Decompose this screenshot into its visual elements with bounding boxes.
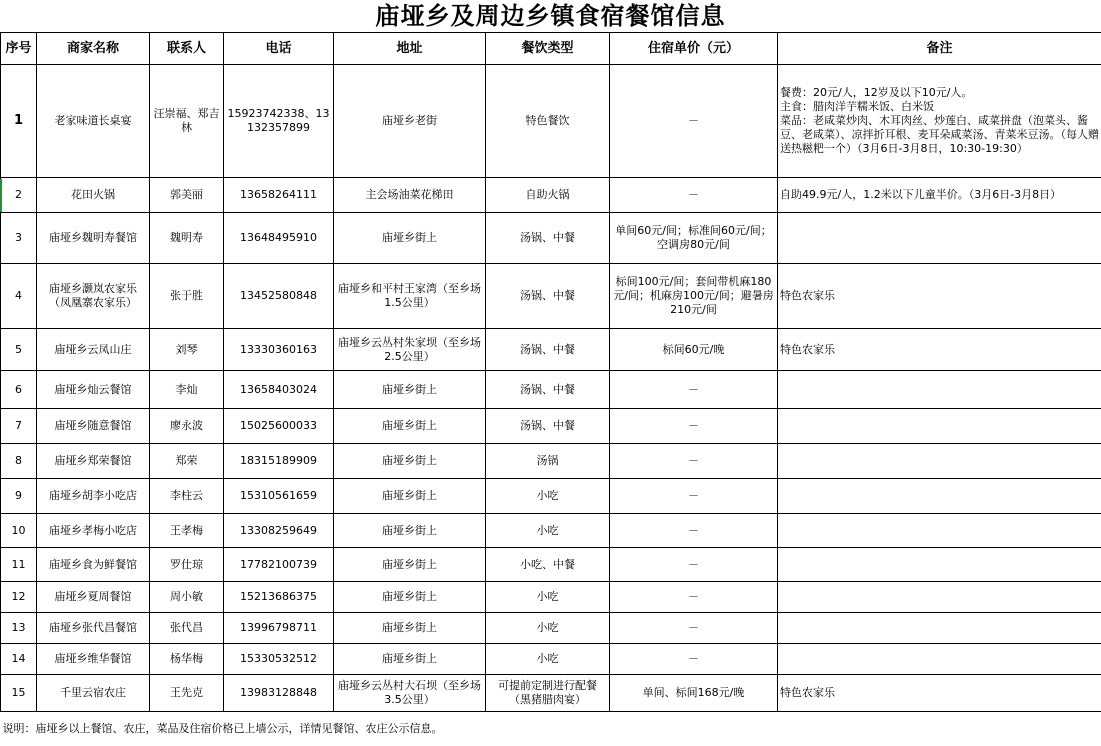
cell-name[interactable]: 庙垭乡灏岚农家乐（凤凰寨农家乐） (37, 264, 150, 329)
cell-no[interactable]: 5 (1, 329, 37, 371)
cell-type[interactable]: 汤锅 (486, 444, 610, 479)
cell-name[interactable]: 庙垭乡云凤山庄 (37, 329, 150, 371)
table-row (1, 644, 1101, 675)
cell-type[interactable]: 特色餐饮 (486, 65, 610, 178)
cell-phone[interactable]: 13308259649 (224, 514, 334, 548)
cell-contact[interactable]: 周小敏 (150, 582, 224, 613)
cell-phone[interactable]: 13996798711 (224, 613, 334, 644)
cell-address[interactable]: 庙垭乡街上 (334, 213, 486, 264)
cell-address[interactable]: 庙垭乡云丛村大石坝（至乡场3.5公里） (334, 675, 486, 712)
header-note: 备注 (778, 33, 1101, 65)
cell-phone[interactable]: 13658403024 (224, 371, 334, 409)
cell-note[interactable] (778, 613, 1101, 644)
cell-lodging[interactable]: － (610, 371, 778, 409)
cell-phone[interactable]: 17782100739 (224, 548, 334, 582)
header-row (1, 33, 1101, 65)
restaurant-table (0, 32, 1101, 746)
cell-no[interactable]: 7 (1, 409, 37, 444)
cell-note[interactable]: 特色农家乐 (778, 329, 1101, 371)
cell-no[interactable]: 3 (1, 213, 37, 264)
table-body (1, 65, 1101, 712)
cell-contact[interactable]: 张代昌 (150, 613, 224, 644)
cell-note[interactable]: 特色农家乐 (778, 675, 1101, 712)
cell-lodging[interactable]: － (610, 613, 778, 644)
cell-lodging[interactable]: 单间60元/间；标准间60元/间；空调房80元/间 (610, 213, 778, 264)
cell-note[interactable] (778, 548, 1101, 582)
cell-name[interactable]: 庙垭乡张代昌餐馆 (37, 613, 150, 644)
header-contact: 联系人 (150, 33, 224, 65)
cell-address[interactable]: 庙垭乡街上 (334, 514, 486, 548)
cell-lodging[interactable]: － (610, 65, 778, 178)
cell-type[interactable]: 汤锅、中餐 (486, 329, 610, 371)
cell-note[interactable] (778, 479, 1101, 514)
cell-type[interactable]: 小吃 (486, 582, 610, 613)
header-phone: 电话 (224, 33, 334, 65)
cell-address[interactable]: 庙垭乡街上 (334, 548, 486, 582)
cell-contact[interactable]: 刘琴 (150, 329, 224, 371)
cell-note[interactable] (778, 644, 1101, 675)
cell-contact[interactable]: 王孝梅 (150, 514, 224, 548)
cell-type[interactable]: 汤锅、中餐 (486, 213, 610, 264)
cell-no[interactable]: 2 (1, 178, 37, 213)
cell-phone[interactable]: 13658264111 (224, 178, 334, 213)
cell-note[interactable] (778, 371, 1101, 409)
cell-contact[interactable]: 张于胜 (150, 264, 224, 329)
header-type: 餐饮类型 (486, 33, 610, 65)
cell-note[interactable] (778, 213, 1101, 264)
header-name: 商家名称 (37, 33, 150, 65)
cell-name[interactable]: 庙垭乡灿云餐馆 (37, 371, 150, 409)
cell-contact[interactable]: 廖永波 (150, 409, 224, 444)
cell-phone[interactable]: 15330532512 (224, 644, 334, 675)
cell-lodging[interactable]: － (610, 582, 778, 613)
cell-contact[interactable]: 杨华梅 (150, 644, 224, 675)
header-address: 地址 (334, 33, 486, 65)
cell-contact[interactable]: 汪崇福、郑吉林 (150, 65, 224, 178)
cell-type[interactable]: 小吃 (486, 514, 610, 548)
cell-address[interactable]: 主会场油菜花梯田 (334, 178, 486, 213)
cell-phone[interactable]: 13330360163 (224, 329, 334, 371)
cell-note[interactable]: 自助49.9元/人，1.2米以下儿童半价。（3月6日-3月8日） (778, 178, 1101, 213)
cell-contact[interactable]: 郭美丽 (150, 178, 224, 213)
cell-no[interactable]: 15 (1, 675, 37, 712)
cell-name[interactable]: 庙垭乡维华餐馆 (37, 644, 150, 675)
cell-note[interactable] (778, 444, 1101, 479)
cell-type[interactable]: 小吃、中餐 (486, 548, 610, 582)
table-row (1, 178, 1101, 213)
cell-no[interactable]: 10 (1, 514, 37, 548)
cell-note[interactable] (778, 409, 1101, 444)
cell-phone[interactable]: 18315189909 (224, 444, 334, 479)
table-row (1, 213, 1101, 264)
table-row (1, 329, 1101, 371)
cell-phone[interactable]: 15025600033 (224, 409, 334, 444)
cell-address[interactable]: 庙垭乡和平村王家湾（至乡场1.5公里） (334, 264, 486, 329)
cell-lodging[interactable]: － (610, 178, 778, 213)
table-row (1, 613, 1101, 644)
cell-name[interactable]: 庙垭乡食为鲜餐馆 (37, 548, 150, 582)
cell-lodging[interactable]: 标间100元/间；套间带机麻180元/间；机麻房100元/间；避暑房210元/间 (610, 264, 778, 329)
cell-note[interactable] (778, 582, 1101, 613)
cell-no[interactable]: 8 (1, 444, 37, 479)
cell-no[interactable]: 4 (1, 264, 37, 329)
cell-name[interactable]: 花田火锅 (37, 178, 150, 213)
table-row (1, 444, 1101, 479)
cell-name[interactable]: 庙垭乡胡李小吃店 (37, 479, 150, 514)
cell-type[interactable]: 汤锅、中餐 (486, 409, 610, 444)
cell-type[interactable]: 自助火锅 (486, 178, 610, 213)
cell-type[interactable]: 小吃 (486, 644, 610, 675)
table-row (1, 264, 1101, 329)
cell-type[interactable]: 汤锅、中餐 (486, 264, 610, 329)
cell-lodging[interactable]: － (610, 548, 778, 582)
cell-no[interactable]: 9 (1, 479, 37, 514)
cell-phone[interactable]: 15310561659 (224, 479, 334, 514)
cell-address[interactable]: 庙垭乡老街 (334, 65, 486, 178)
table-row (1, 65, 1101, 178)
header-no: 序号 (1, 33, 37, 65)
header-lodging: 住宿单价（元） (610, 33, 778, 65)
cell-address[interactable]: 庙垭乡街上 (334, 371, 486, 409)
cell-lodging[interactable]: － (610, 444, 778, 479)
cell-no[interactable]: 6 (1, 371, 37, 409)
cell-phone[interactable]: 13452580848 (224, 264, 334, 329)
cell-name[interactable]: 庙垭乡随意餐馆 (37, 409, 150, 444)
cell-address[interactable]: 庙垭乡云丛村朱家坝（至乡场2.5公里） (334, 329, 486, 371)
table-row (1, 582, 1101, 613)
cell-no[interactable]: 14 (1, 644, 37, 675)
cell-no[interactable]: 13 (1, 613, 37, 644)
cell-contact[interactable]: 罗仕琼 (150, 548, 224, 582)
cell-no[interactable]: 12 (1, 582, 37, 613)
cell-phone[interactable]: 15923742338、13132357899 (224, 65, 334, 178)
cell-type[interactable]: 小吃 (486, 479, 610, 514)
selection-marker (0, 179, 2, 212)
cell-address[interactable]: 庙垭乡街上 (334, 582, 486, 613)
cell-contact[interactable]: 王先克 (150, 675, 224, 712)
cell-lodging[interactable]: － (610, 644, 778, 675)
cell-address[interactable]: 庙垭乡街上 (334, 644, 486, 675)
cell-no[interactable]: 1 (1, 65, 37, 178)
cell-lodging[interactable]: 单间、标间168元/晚 (610, 675, 778, 712)
cell-name[interactable]: 庙垭乡夏周餐馆 (37, 582, 150, 613)
cell-contact[interactable]: 李柱云 (150, 479, 224, 514)
cell-phone[interactable]: 13983128848 (224, 675, 334, 712)
cell-phone[interactable]: 15213686375 (224, 582, 334, 613)
cell-address[interactable]: 庙垭乡街上 (334, 444, 486, 479)
page-title: 庙垭乡及周边乡镇食宿餐馆信息 (0, 0, 1101, 32)
cell-type[interactable]: 小吃 (486, 613, 610, 644)
cell-note[interactable] (778, 514, 1101, 548)
table-row (1, 371, 1101, 409)
table-row (1, 675, 1101, 712)
table-row (1, 548, 1101, 582)
cell-type[interactable]: 可提前定制进行配餐（黑猪腊肉宴） (486, 675, 610, 712)
cell-lodging[interactable]: － (610, 409, 778, 444)
cell-name[interactable]: 老家味道长桌宴 (37, 65, 150, 178)
cell-name[interactable]: 庙垭乡孝梅小吃店 (37, 514, 150, 548)
cell-contact[interactable]: 魏明寿 (150, 213, 224, 264)
cell-name[interactable]: 千里云宿农庄 (37, 675, 150, 712)
cell-phone[interactable]: 13648495910 (224, 213, 334, 264)
cell-address[interactable]: 庙垭乡街上 (334, 613, 486, 644)
cell-lodging[interactable]: 标间60元/晚 (610, 329, 778, 371)
footer-note: 说明：庙垭乡以上餐馆、农庄，菜品及住宿价格已上墙公示，详情见餐馆、农庄公示信息。 (1, 712, 1101, 746)
cell-no[interactable]: 11 (1, 548, 37, 582)
table-row (1, 514, 1101, 548)
cell-address[interactable]: 庙垭乡街上 (334, 409, 486, 444)
cell-type[interactable]: 汤锅、中餐 (486, 371, 610, 409)
cell-address[interactable]: 庙垭乡街上 (334, 479, 486, 514)
cell-name[interactable]: 庙垭乡郑荣餐馆 (37, 444, 150, 479)
cell-note[interactable]: 特色农家乐 (778, 264, 1101, 329)
cell-name[interactable]: 庙垭乡魏明寿餐馆 (37, 213, 150, 264)
cell-contact[interactable]: 李灿 (150, 371, 224, 409)
cell-contact[interactable]: 郑荣 (150, 444, 224, 479)
table-row (1, 479, 1101, 514)
table-row (1, 409, 1101, 444)
cell-lodging[interactable]: － (610, 514, 778, 548)
cell-lodging[interactable]: － (610, 479, 778, 514)
cell-note[interactable]: 餐费：20元/人，12岁及以下10元/人。 主食：腊肉洋芋糯米饭、白米饭 菜品：老咸菜炒肉、木耳肉丝、炒莲白、咸菜拼盘（泡菜头、酱豆、老咸菜）、凉拌折耳根、麦耳朵咸菜汤、青菜米豆汤。（每人赠送热糍粑一个）（3月6日-3月8日，10:30-19:30） (778, 65, 1101, 178)
